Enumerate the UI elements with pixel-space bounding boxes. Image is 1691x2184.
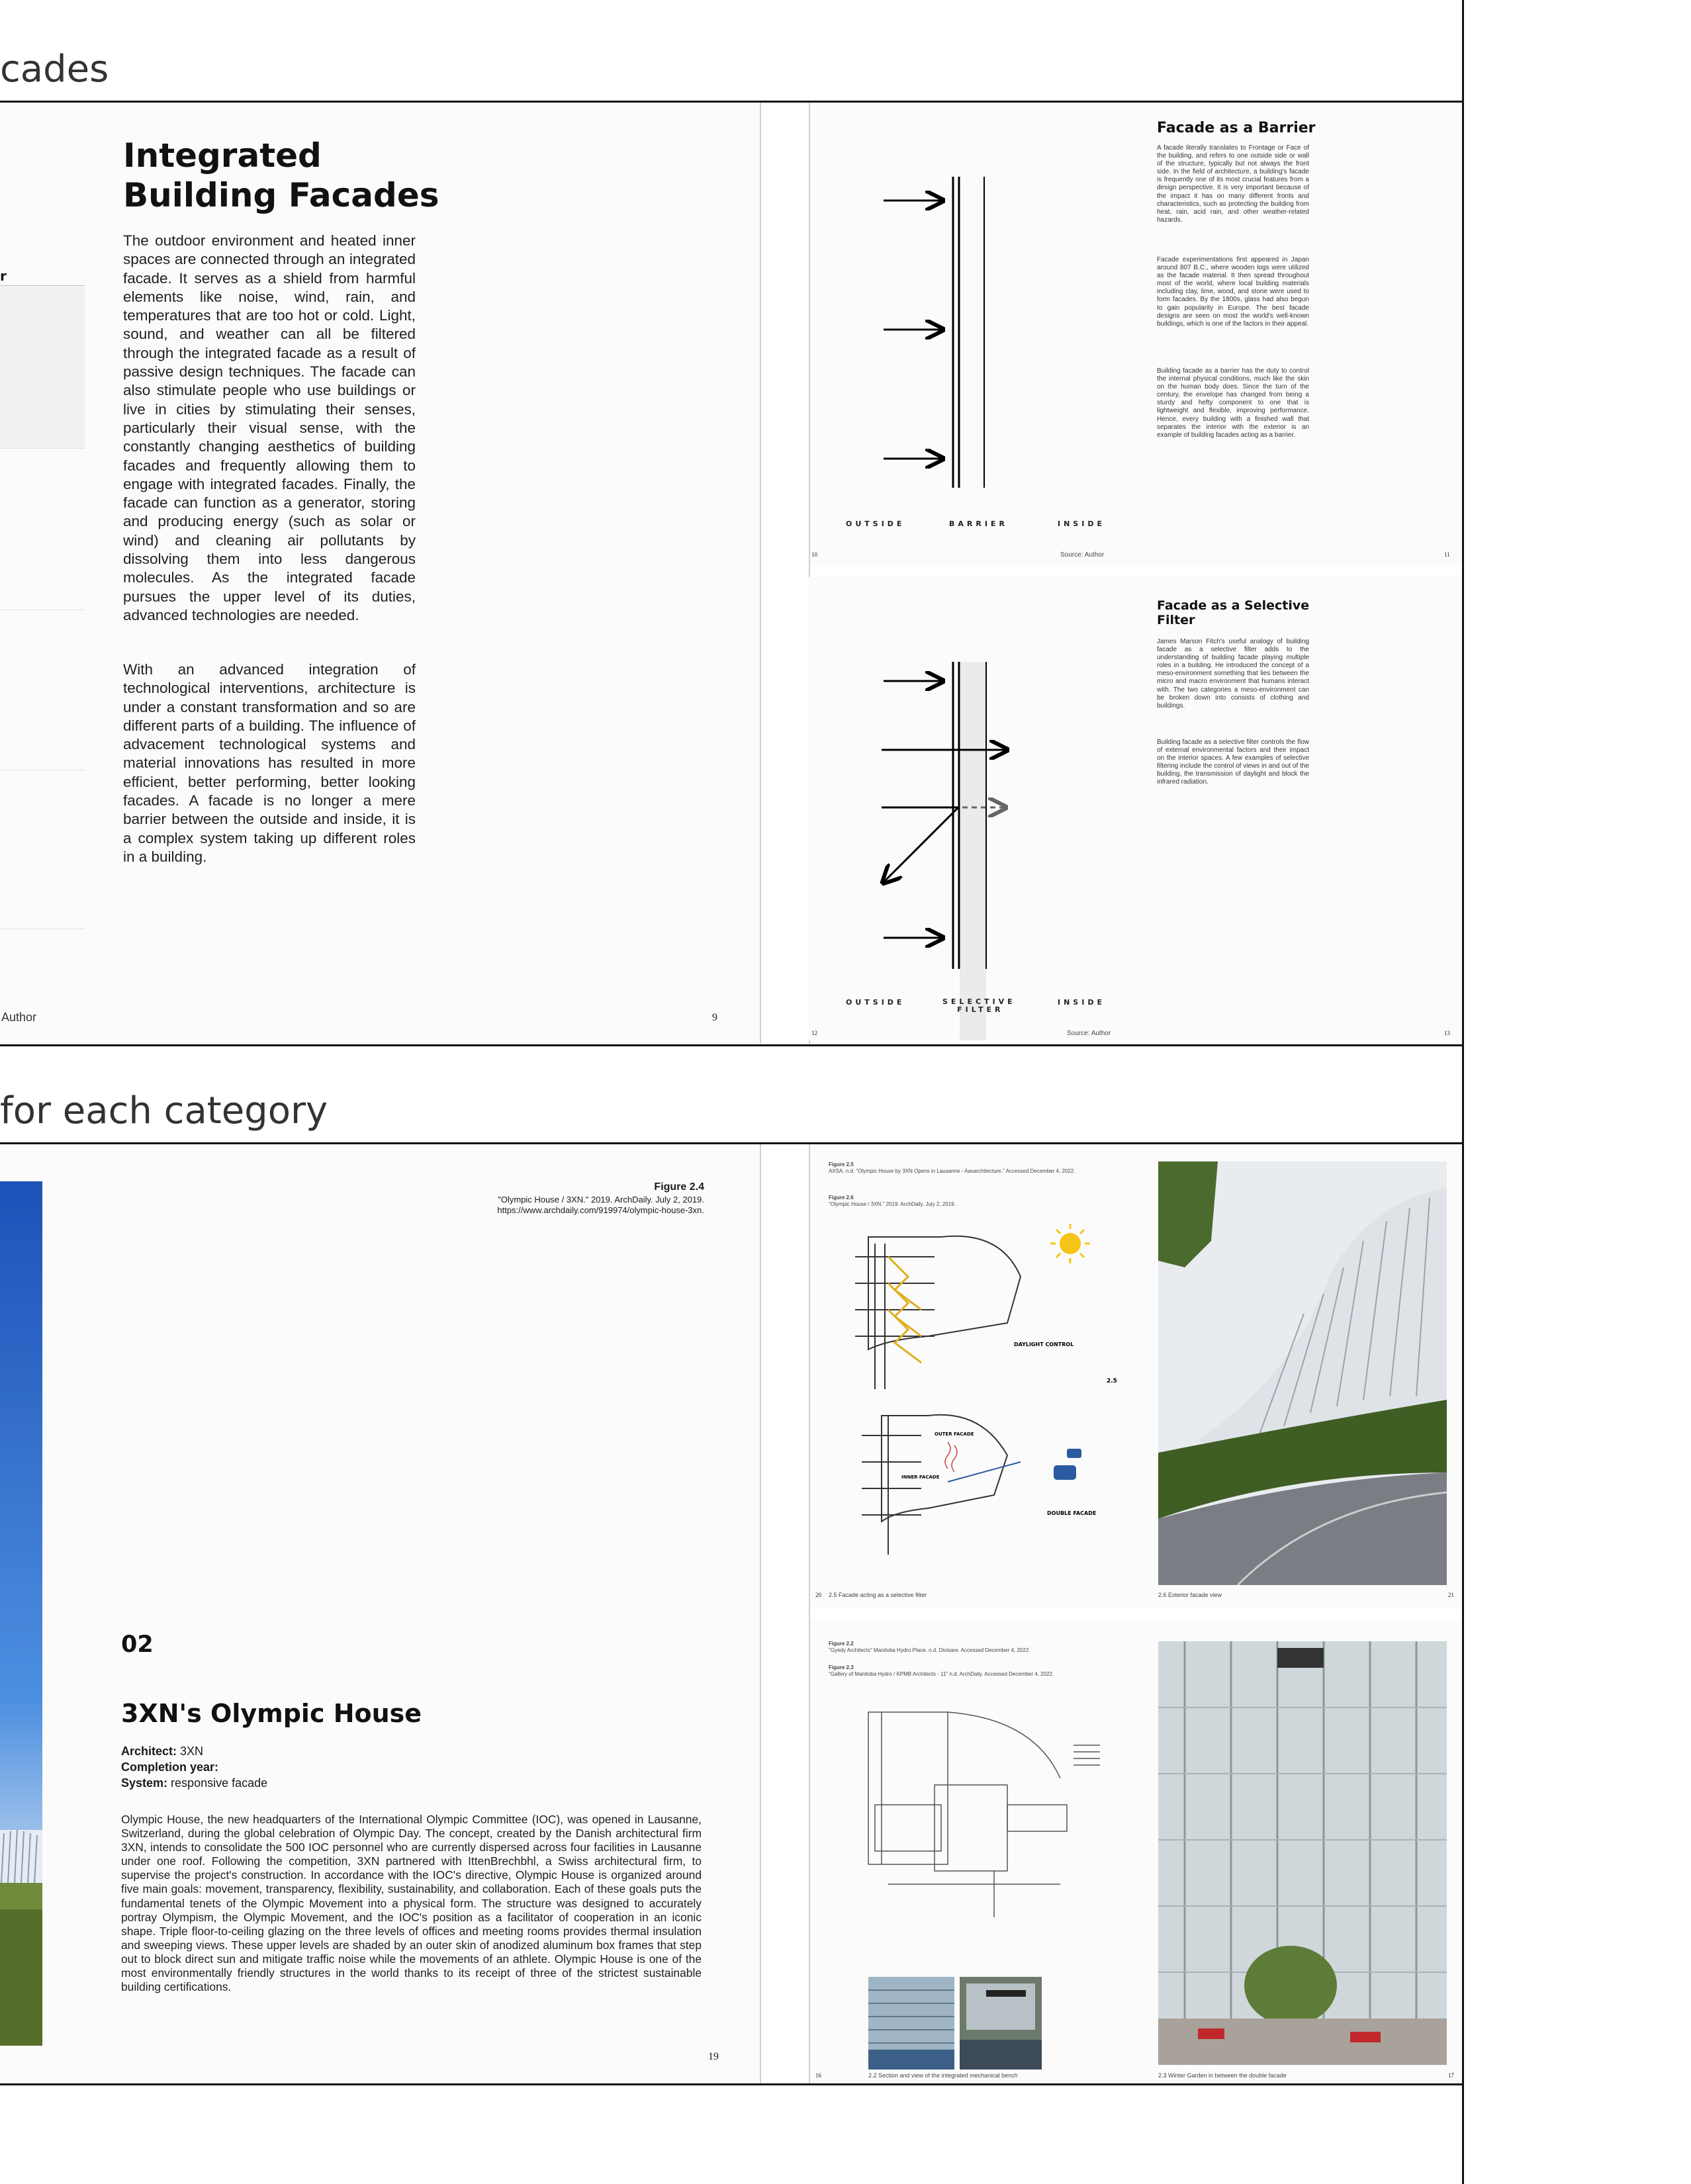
meta-label: System: bbox=[121, 1776, 168, 1790]
spread-divider bbox=[760, 1144, 761, 2084]
meta-label: Architect: bbox=[121, 1745, 177, 1758]
meta-architect bbox=[121, 1745, 203, 1758]
label-filter-line: FILTER bbox=[957, 1005, 1004, 1014]
car-icon bbox=[1054, 1465, 1076, 1480]
figure-reference: https://www.archdaily.com/919974/olympic-house-3xn. bbox=[497, 1205, 704, 1215]
figure-caption: 2.5 Facade acting as a selective filter bbox=[829, 1592, 927, 1598]
body-paragraph: Facade experimentations first appeared in Japan around 807 B.C., where wooden logs were utilized as the facade material. It then spread throughout most of the world, where local building materials including clay, lime, wood, and stone were used to form facades. By the 1800s, glass had also begun to gain popularity in Europe. The best facade designs are seen on most the world's well-known buildings, which is one of the factors in their appeal. bbox=[1157, 256, 1309, 328]
body-paragraph: A facade literally translates to Frontage or Face of the building, and refers to one outside side or wall of the structure, typically but not always the front side. In the field of architecture, a building's facade is frequently one of its most crucial features from a design perspective. It is very important because of the impact it has on many different fronts and characteristics, such as protecting the building from heat, rain, acid rain, and other weather-related hazards. bbox=[1157, 144, 1309, 224]
spread-facade-barrier bbox=[809, 103, 1461, 566]
figure-reference: Figure 2.3 "Gallery of Manitoba Hydro / KPMB Architects - 11" n.d. ArchDaily. Accessed December 4, 2022. bbox=[829, 1664, 1054, 1677]
section-title: for each category bbox=[0, 1089, 328, 1132]
body-paragraph: James Marson Fitch's useful analogy of building facade as a selective filter adds to the understanding of building facade playing multiple roles in a building. He introduced the concept of a meso-environment something that lies between the micro and macro environment that humans interact with. The two categories a meso-environment can be broken down into consists of clothing and buildings. bbox=[1157, 638, 1309, 709]
label-filter-line: SELECTIVE bbox=[942, 997, 1016, 1006]
body-paragraph: Olympic House, the new headquarters of the International Olympic Committee (IOC), was opened in Lausanne, Switzerland, during the global celebration of Olympic Day. The concept, created by the Danish architectural firm 3XN, intends to consolidate the 500 IOC personnel who are currently dispersed across four facilities in Lausanne under one roof. Following the competition, 3XN partnered with IttenBrechbhl, a Swiss architectural firm, to supervise the project's construction. In accordance with the IOC's directive, Olympic House is organized around five main goals: movement, transparency, flexibility, sustainability, and collaboration. Each of these goals puts the fundamental tenets of the Olympic Movement into a physical form. The structure was designed to accurately portray Olympism, the Olympic Movement, and the IOC's position as a facilitator of cooperation in an iconic shape. Triple floor-to-ceiling glazing on the three levels of offices and meeting rooms provides thermal insulation and sweeping views. These upper levels are shaded by an outer skin of anodized aluminum box frames that step out to block direct sun and mitigate traffic noise while the movements of an athlete. Olympic House is one of the most environmentally friendly structures in the world thanks to its receipt of three of the strictest sustainable building certifications. bbox=[121, 1813, 702, 1994]
page-number: 12 bbox=[811, 1030, 817, 1036]
case-title: 3XN's Olympic House bbox=[121, 1699, 422, 1728]
meta-year bbox=[121, 1760, 218, 1774]
spread-divider bbox=[760, 103, 761, 1044]
meta-label: Completion year: bbox=[121, 1760, 219, 1774]
page-heading: Integrated Building Facades bbox=[123, 136, 439, 214]
spread-integrated-facades bbox=[0, 103, 761, 1044]
case-number: 02 bbox=[121, 1631, 154, 1658]
page-number: 16 bbox=[815, 2072, 821, 2079]
figure-title: Figure 2.4 bbox=[654, 1181, 704, 1193]
body-paragraph: With an advanced integration of technological interventions, architecture is under a constant transformation and so are different parts of a building. The influence of advacement technological systems and material innovations has resulted in more efficient, better performing, better looking facades. A facade is no longer a mere barrier between the outside and inside, it is a complex system taking up different roles in a building. bbox=[123, 661, 416, 865]
section-title: cades bbox=[0, 48, 109, 91]
spread-divider bbox=[809, 1144, 810, 2084]
spread-olympic-details bbox=[809, 1144, 1461, 1608]
page-number: 11 bbox=[1444, 551, 1450, 558]
label-filter bbox=[942, 998, 1016, 1014]
label-barrier: BARRIER bbox=[949, 520, 1008, 528]
source-caption: Source: Author bbox=[1067, 1030, 1111, 1037]
svg-text:OUTER FACADE: OUTER FACADE bbox=[935, 1432, 974, 1437]
label-inside: INSIDE bbox=[1058, 998, 1105, 1007]
body-paragraph: Building facade as a barrier has the duty to control the internal physical conditions, much like the skin on the human body does. Since the turn of the century, the envelope has changed from being a sturdy and hefty component to one that is lightweight and flexible, improving performance. Hence, every building with a finished wall that separates the interior with the exterior is an example of building facades acting as a barrier. bbox=[1157, 367, 1309, 439]
figure-reference: Figure 2.6 "Olympic House / 3XN." 2019. ArchDaily. July 2, 2019. bbox=[829, 1195, 956, 1207]
page-number: 9 bbox=[712, 1012, 717, 1023]
spread-facade-filter bbox=[809, 577, 1461, 1040]
section-heading: Facade as a Barrier bbox=[1157, 120, 1316, 136]
frame-right-border bbox=[1462, 0, 1464, 2184]
section-drawing bbox=[862, 1706, 1113, 1924]
page-number: 10 bbox=[811, 551, 817, 558]
label-inside: INSIDE bbox=[1058, 520, 1105, 528]
source-caption: Source: Author bbox=[1060, 551, 1105, 559]
figure-caption: 2.6 Exterior facade view bbox=[1158, 1592, 1222, 1598]
page-number: 17 bbox=[1448, 2072, 1454, 2079]
source-note: Author bbox=[1, 1011, 37, 1024]
spread-manitoba bbox=[809, 1619, 1461, 2083]
meta-value: responsive facade bbox=[171, 1776, 268, 1790]
spread-olympic-house bbox=[0, 1144, 761, 2084]
page-number: 21 bbox=[1448, 1592, 1454, 1598]
arrow-icon bbox=[883, 807, 958, 883]
label-outside: OUTSIDE bbox=[846, 520, 905, 528]
meta-value: 3XN bbox=[180, 1745, 204, 1758]
figure-reference: Figure 2.2 "Gyedy Architects" Manitoba Hydro Place. n.d. Divisare. Accessed December 4, 2022. bbox=[829, 1641, 1030, 1653]
winter-garden-photo bbox=[1158, 1641, 1447, 2065]
table-header: r bbox=[0, 268, 7, 284]
label-outside: OUTSIDE bbox=[846, 998, 905, 1007]
table-row-rule bbox=[0, 448, 85, 449]
page-number: 19 bbox=[708, 2051, 719, 2062]
section-heading: Facade as a Selective Filter bbox=[1157, 598, 1310, 627]
interior-bench-photo bbox=[960, 1977, 1042, 2070]
figure-caption: 2.3 Winter Garden in between the double facade bbox=[1158, 2072, 1287, 2079]
section-rule bbox=[0, 1044, 1464, 1046]
building-photo bbox=[0, 1181, 42, 2046]
exterior-photo bbox=[1158, 1161, 1447, 1585]
filter-panel bbox=[960, 662, 986, 1040]
meta-system bbox=[121, 1776, 267, 1790]
sun-icon bbox=[1060, 1233, 1081, 1254]
figure-reference: Figure 2.5 AXSA. n.d. "Olympic House by 3XN Opens in Lausanne - Aasarchitecture." Accessed December 4, 2022. bbox=[829, 1161, 1075, 1174]
body-paragraph: Building facade as a selective filter controls the flow of external environmental factors and their impact on the interior spaces. A few examples of selective filtering include the control of views in and out of the building, the transmission of daylight and block the infrared radiation. bbox=[1157, 739, 1309, 786]
section-rule bbox=[0, 2083, 1464, 2085]
svg-text:INNER FACADE: INNER FACADE bbox=[901, 1475, 940, 1480]
table-shaded-row bbox=[0, 287, 85, 448]
svg-text:2.5: 2.5 bbox=[1107, 1378, 1117, 1385]
table-header-rule bbox=[0, 285, 85, 286]
mechanical-bench-photo bbox=[868, 1977, 954, 2070]
page-number: 13 bbox=[1444, 1030, 1450, 1036]
figure-reference: "Olympic House / 3XN." 2019. ArchDaily. July 2, 2019. bbox=[498, 1195, 704, 1205]
car-icon bbox=[1067, 1449, 1081, 1458]
body-paragraph: The outdoor environment and heated inner spaces are connected through an integrated facade. It serves as a shield from harmful elements like noise, wind, rain, and temperatures that are too hot or cold. Light, sound, and weather can all be filtered through the integrated facade as a result of passive design techniques. The facade can also stimulate people who use buildings or live in cities by stimulating their senses, particularly their visual sense, with the constantly changing aesthetics of building facades and frequently allowing them to engage with integrated facades. Finally, the facade can function as a generator, storing and producing energy (such as solar or wind) and cleaning air pollutants by dissolving them into less dangerous molecules. As the integrated facade pursues the upper level of its duties, advanced technologies are needed. bbox=[123, 232, 416, 623]
figure-caption: 2.2 Section and view of the integrated mechanical bench bbox=[868, 2072, 1018, 2079]
table-fragment bbox=[0, 268, 86, 1029]
section-drawing bbox=[848, 1217, 1126, 1561]
page-number: 20 bbox=[815, 1592, 821, 1598]
svg-text:DAYLIGHT CONTROL: DAYLIGHT CONTROL bbox=[1014, 1342, 1074, 1347]
svg-text:DOUBLE FACADE: DOUBLE FACADE bbox=[1047, 1510, 1097, 1516]
